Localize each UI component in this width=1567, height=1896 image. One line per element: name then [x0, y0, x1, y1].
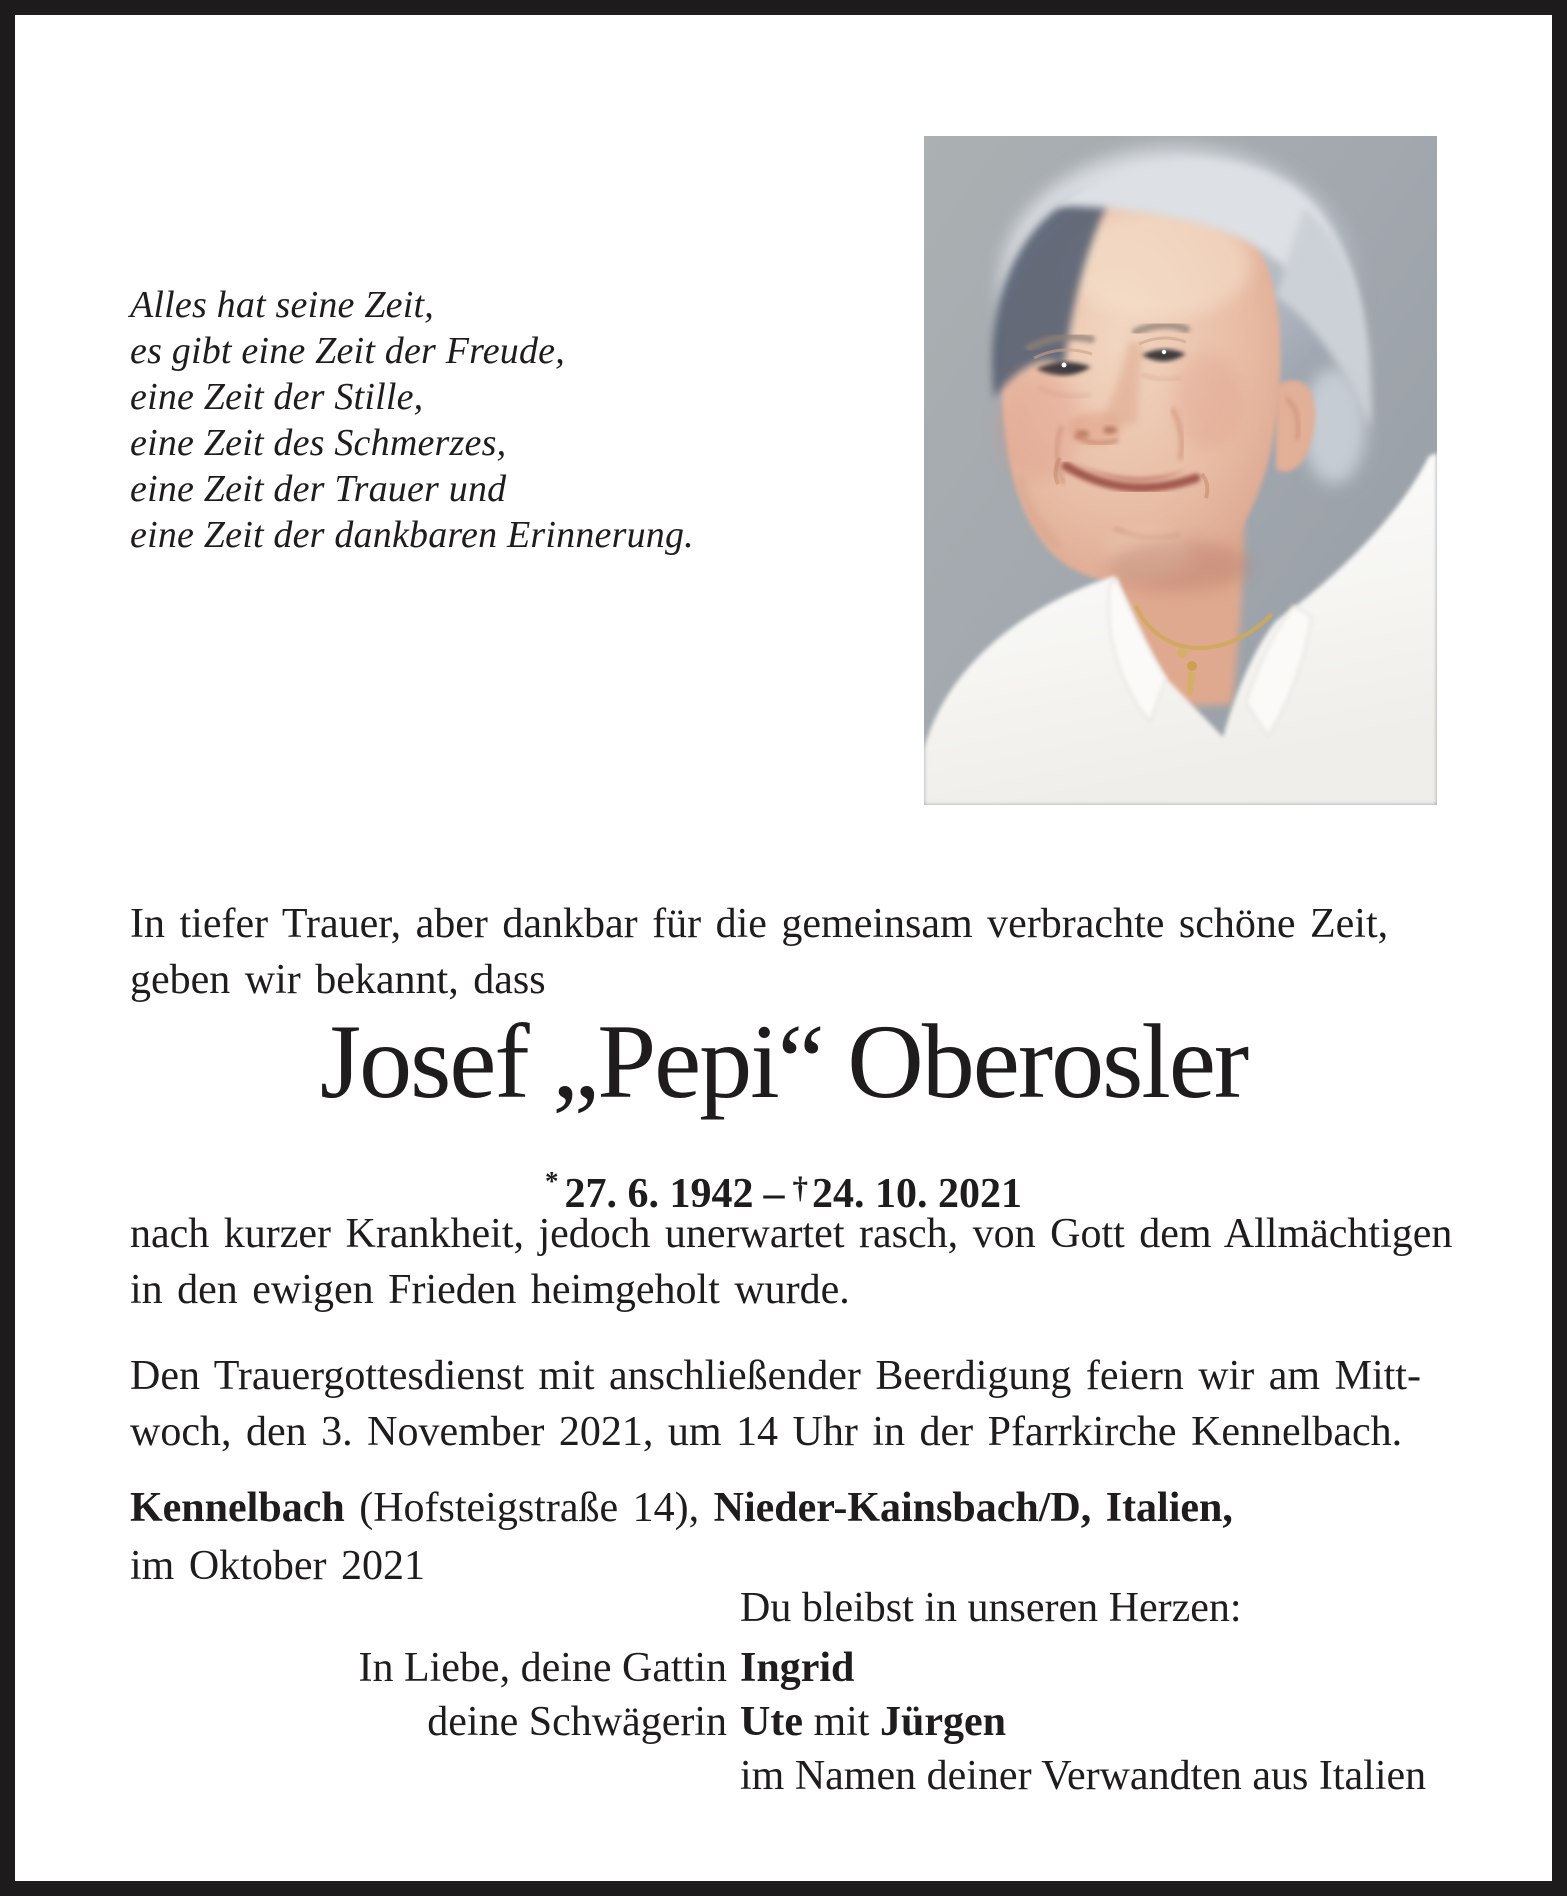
announcement-line: geben wir bekannt, dass	[130, 957, 546, 1003]
death-notice-paragraph	[130, 1206, 1452, 1318]
place-nieder-kainsbach: Nieder-Kainsbach/D, Italien,	[713, 1485, 1233, 1531]
birth-date: 27. 6. 1942	[564, 1171, 754, 1217]
notice-line: in den ewigen Frieden heimgeholt wurde.	[130, 1267, 850, 1313]
death-date: 24. 10. 2021	[812, 1171, 1022, 1217]
death-dagger-symbol: †	[792, 1170, 808, 1205]
deceased-name: Josef „Pepi“ Oberosler	[319, 1003, 1248, 1120]
poem-line: eine Zeit der Stille,	[130, 376, 424, 418]
places-line	[130, 1480, 1233, 1536]
portrait-photo-illustration	[924, 136, 1437, 805]
service-line: woch, den 3. November 2021, um 14 Uhr in der Pfarrkirche Kennelbach.	[130, 1409, 1403, 1455]
mourner-names	[740, 1696, 1006, 1748]
mourner-row	[0, 1696, 1567, 1748]
poem-line: es gibt eine Zeit der Freude,	[130, 330, 565, 372]
mourner-relation-label: In Liebe, deine Gattin	[358, 1645, 727, 1691]
mourner-row	[0, 1642, 1567, 1694]
mourner-name: Jürgen	[879, 1699, 1006, 1745]
poem-line: eine Zeit der Trauer und	[130, 468, 507, 510]
notice-line: nach kurzer Krankheit, jedoch unerwartet rasch, von Gott dem Allmächtigen	[130, 1211, 1453, 1257]
closing-heading: Du bleibst in unseren Herzen:	[740, 1585, 1242, 1631]
mourner-names-connector: mit	[813, 1699, 870, 1745]
announcement-line: In tiefer Trauer, aber dankbar für die gemeinsam verbrachte schöne Zeit,	[130, 901, 1389, 947]
place-address: (Hofsteigstraße 14),	[344, 1485, 714, 1531]
poem-line: eine Zeit des Schmerzes,	[130, 422, 507, 464]
poem-block	[130, 282, 694, 558]
date-of-notice: im Oktober 2021	[130, 1543, 425, 1589]
announcement-paragraph	[130, 896, 1388, 1008]
mourner-relation-label: deine Schwägerin	[427, 1699, 727, 1745]
funeral-service-paragraph	[130, 1348, 1421, 1460]
poem-line: eine Zeit der dankbaren Erinnerung.	[130, 514, 694, 556]
mourner-name: Ingrid	[740, 1645, 855, 1691]
place-kennelbach: Kennelbach	[130, 1485, 345, 1531]
service-line: Den Trauergottesdienst mit anschließender Beerdigung feiern wir am Mitt-	[130, 1353, 1421, 1399]
birth-star-symbol: *	[545, 1166, 559, 1196]
closing-footer: im Namen deiner Verwandten aus Italien	[740, 1753, 1427, 1799]
poem-line: Alles hat seine Zeit,	[130, 284, 434, 326]
portrait-photo	[924, 136, 1437, 805]
necklace-pendant	[1177, 648, 1187, 658]
date-separator: –	[763, 1171, 785, 1217]
mourner-name: Ute	[740, 1699, 803, 1745]
